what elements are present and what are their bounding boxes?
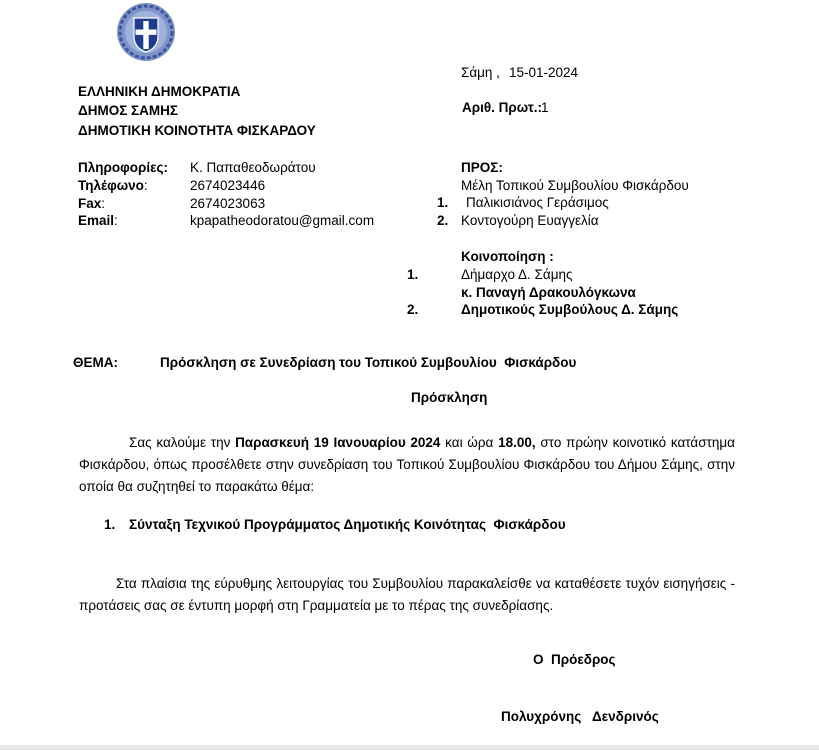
contact-label-phone: Τηλέφωνο: (78, 178, 148, 193)
topic-number: 1. (104, 517, 116, 532)
subject-text: Πρόσκληση σε Συνεδρίαση του Τοπικού Συμβουλίου Φισκάρδου (160, 355, 577, 370)
cc-recipient-detail: κ. Παναγή Δρακουλόγκωνα (461, 285, 636, 300)
recipient-name: Παλικισιάνος Γεράσιμος (466, 195, 609, 210)
topic-item: Σύνταξη Τεχνικού Προγράμματος Δημοτικής Κοινότητας Φισκάρδου (129, 517, 566, 532)
body-paragraph: Στα πλαίσια της εύρυθμης λειτουργίας του Συμβουλίου παρακαλείσθε να καταθέσετε τυχόν εισηγήσεις - προτάσεις σας σε έντυπη μορφή στη Γραμματεία με το πέρας της συνεδρίασης. (79, 576, 735, 613)
community-name: ΔΗΜΟΤΙΚΗ ΚΟΙΝΟΤΗΤΑ ΦΙΣΚΑΡΔΟΥ (78, 123, 316, 138)
greek-coat-of-arms-icon (116, 2, 176, 62)
date: 15-01-2024 (509, 65, 579, 80)
protocol-number: 1 (541, 100, 549, 115)
page-bottom-edge (0, 745, 819, 750)
recipient-name: Κοντογούρη Ευαγγελία (461, 213, 599, 228)
contact-label-fax: Fax: (78, 196, 106, 211)
recipient-number: 2. (437, 213, 449, 228)
cc-number: 2. (407, 302, 419, 317)
contact-value-fax: 2674023063 (190, 196, 266, 211)
cc-recipient: Δήμαρχο Δ. Σάμης (461, 267, 573, 282)
contact-value-info: Κ. Παπαθεοδωράτου (190, 160, 316, 175)
body-paragraph: Σας καλούμε την Παρασκευή 19 Ιανουαρίου 2024 και ώρα 18.00, στο πρώην κοινοτικό κατάστημα Φισκάρδου, όπως προσέλθετε στην συνεδρίαση του Τοπικού Συμβουλίου Φισκάρδου του Δήμου Σάμης, στην οποία θα συζητηθεί το παρακάτω θέμα: (79, 435, 735, 494)
cc-label: Κοινοποίηση : (461, 249, 554, 264)
cc-recipient: Δημοτικούς Συμβούλους Δ. Σάμης (461, 302, 679, 317)
signature-role: Ο Πρόεδρος (533, 652, 616, 667)
contact-value-phone: 2674023446 (190, 178, 266, 193)
contact-value-email: kpapatheodoratou@gmail.com (190, 213, 375, 228)
cc-number: 1. (407, 267, 419, 282)
subject-label: ΘΕΜΑ: (73, 355, 118, 370)
signature-name: Πολυχρόνης Δενδρινός (501, 709, 659, 724)
municipality-name: ΔΗΜΟΣ ΣΑΜΗΣ (78, 103, 178, 118)
recipient-number: 1. (437, 195, 449, 210)
to-group: Μέλη Τοπικού Συμβουλίου Φισκάρδου (461, 178, 689, 193)
protocol-label: Αριθ. Πρωτ.: (462, 100, 543, 115)
country-name: ΕΛΛΗΝΙΚΗ ΔΗΜΟΚΡΑΤΙΑ (78, 84, 241, 99)
to-label: ΠΡΟΣ: (461, 160, 503, 175)
place: Σάμη , (461, 65, 500, 80)
contact-label-info: Πληροφορίες: (78, 160, 169, 175)
contact-label-email: Email: (78, 213, 118, 228)
document-title: Πρόσκληση (411, 390, 488, 405)
